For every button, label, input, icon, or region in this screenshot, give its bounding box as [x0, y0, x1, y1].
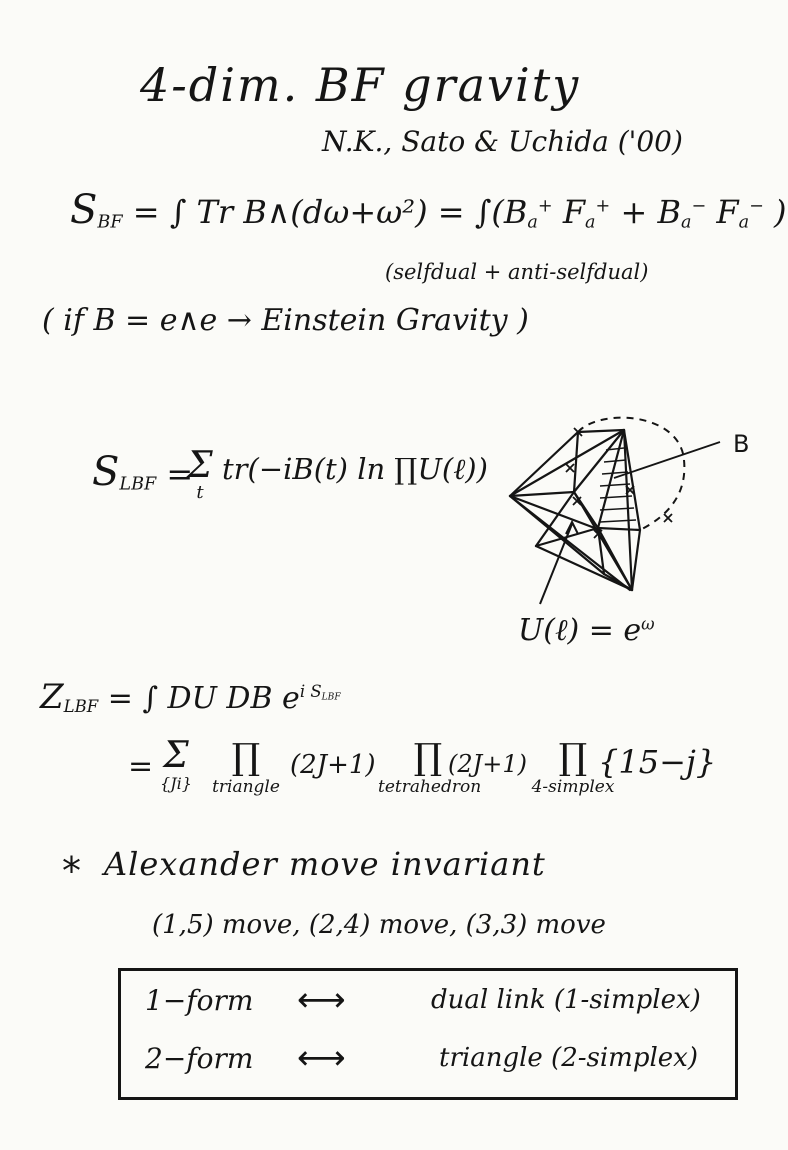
bf-F1: F	[552, 193, 586, 231]
bf-action-symbol: S	[70, 187, 98, 233]
alexander-heading: Alexander move invariant	[104, 845, 546, 883]
product-4simplex-index: 4-simplex	[531, 777, 615, 797]
bf-index-a4: a	[738, 212, 750, 233]
pointer-U	[540, 524, 572, 604]
partition-exponent-sub: LBF	[321, 692, 341, 703]
pointer-U-head	[566, 522, 578, 534]
label-U-sup: ω	[641, 614, 655, 634]
bf-mid: + B	[610, 193, 681, 231]
bf-action-middle: = ∫ Tr B∧(dω+ω²) =	[132, 193, 465, 231]
lattice-action-symbol: S	[92, 449, 120, 495]
einstein-gravity-note: ( if B = e∧e → Einstein Gravity )	[42, 303, 529, 338]
partition-sum	[150, 735, 202, 793]
bf-F2: F	[706, 193, 739, 231]
cross-mark	[664, 514, 672, 522]
product-4simplex-sign: ∏	[558, 737, 588, 778]
simplex-edge	[632, 530, 640, 590]
factor-triangle: (2J+1)	[290, 750, 376, 780]
partition-sum-index: {Ji}	[160, 774, 192, 793]
partition-sum-sign: Σ	[163, 735, 189, 776]
bf-action-subscript: BF	[97, 212, 123, 233]
partition-exponent: i SLBF	[299, 682, 341, 703]
bf-action-rhs: ∫(B	[474, 193, 528, 231]
simplex-edge	[510, 492, 574, 496]
correspondence-row-1-arrow: ⟷	[297, 980, 346, 1020]
lattice-action-body: tr(−iB(t) ln ∏U(ℓ))	[222, 452, 488, 486]
page-title: 4-dim. BF gravity	[140, 58, 581, 112]
product-triangle-sign: ∏	[231, 737, 261, 778]
lattice-sum-sign: Σ	[187, 445, 213, 486]
bf-plus-sup-1: +	[537, 196, 553, 217]
bf-index-a1: a	[527, 212, 538, 233]
selfdual-note: (selfdual + anti-selfdual)	[385, 260, 649, 284]
correspondence-row-2-target: triangle (2-simplex)	[439, 1043, 698, 1073]
product-triangle-index: triangle	[212, 777, 280, 797]
bf-close: )	[763, 193, 787, 231]
simplex-edge	[510, 496, 630, 590]
hatch-line	[600, 520, 636, 522]
alexander-star: *	[62, 849, 81, 893]
factor-15j: {15−j}	[598, 743, 717, 781]
label-B: B	[733, 430, 750, 458]
partition-integral: = ∫ DU DB e	[107, 681, 300, 716]
factor-tetrahedron: (2J+1)	[448, 750, 527, 778]
bf-index-a3: a	[680, 212, 692, 233]
label-U	[518, 613, 655, 648]
correspondence-row-2-form: 2−form	[145, 1042, 254, 1075]
hatch-line	[604, 460, 626, 462]
product-tetrahedron-index: tetrahedron	[378, 777, 482, 797]
simplex-edge	[574, 432, 578, 492]
correspondence-row-2-arrow: ⟷	[297, 1038, 346, 1078]
product-triangle	[206, 737, 286, 800]
partition-eq2: =	[128, 749, 154, 784]
product-tetrahedron-sign: ∏	[413, 737, 443, 778]
hatch-line	[600, 484, 630, 486]
bf-minus-sup-2: −	[749, 196, 764, 217]
lattice-sum-index: t	[196, 482, 204, 503]
lattice-action-eq: =	[166, 455, 194, 493]
partition-subscript: LBF	[63, 697, 99, 717]
alexander-moves: (1,5) move, (2,4) move, (3,3) move	[152, 910, 606, 940]
label-U-text: U(ℓ) = e	[518, 613, 642, 648]
authors-citation: N.K., Sato & Uchida ('00)	[322, 125, 683, 158]
simplex-edge	[598, 528, 640, 530]
bf-plus-sup-2: +	[595, 196, 611, 217]
bf-minus-sup-1: −	[691, 196, 707, 217]
bf-index-a2: a	[585, 212, 596, 233]
correspondence-row-1-target: dual link (1-simplex)	[431, 985, 701, 1015]
cross-mark	[566, 464, 574, 472]
partition-symbol: Z	[40, 677, 64, 717]
partition-function	[40, 677, 341, 717]
correspondence-row-1-form: 1−form	[145, 984, 254, 1017]
lattice-action-subscript: LBF	[119, 474, 157, 495]
correspondence-box	[118, 968, 738, 1100]
